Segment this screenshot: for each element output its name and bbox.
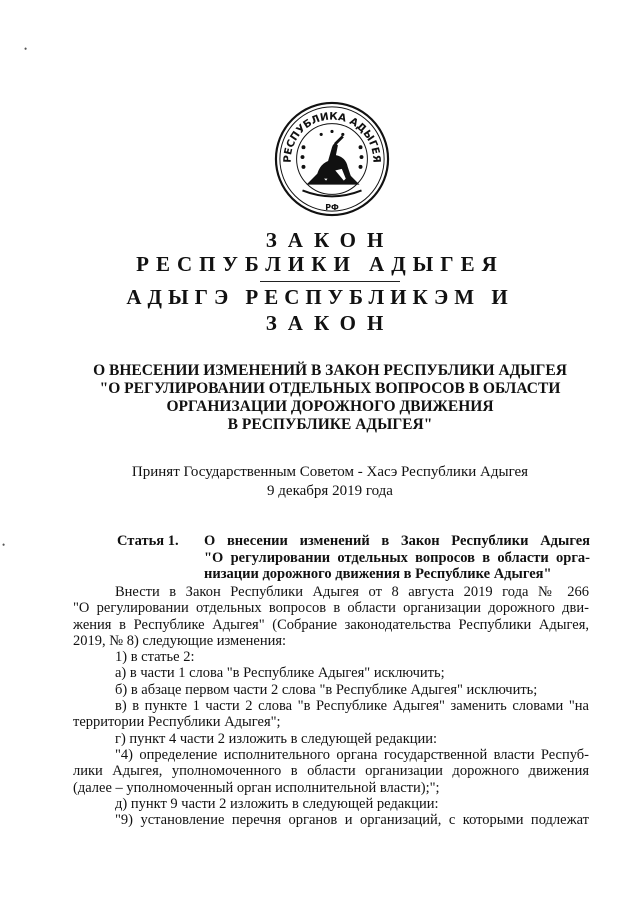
article-label: Статья 1. — [117, 533, 179, 549]
body-line: "9) установление перечня органов и организаций, с которыми подлежат — [115, 812, 589, 829]
body-line: а) в части 1 слова "в Республике Адыгея" исключить; — [115, 665, 445, 682]
body-line: лики Адыгея, уполномоченного в области организации дорожного движения — [73, 763, 589, 780]
body-line: 2019, № 8) следующие изменения: — [73, 632, 287, 649]
article-title-line: низации дорожного движения в Республике Адыгея" — [204, 566, 552, 582]
title-divider — [260, 281, 400, 282]
body-line: "О регулировании отдельных вопросов в области организации дорожного дви- — [73, 600, 589, 617]
title-zakon-adyghe: ЗАКОН — [265, 311, 395, 335]
body-line: 1) в статье 2: — [115, 649, 195, 666]
article-body — [73, 584, 589, 828]
subtitle-line: "О РЕГУЛИРОВАНИИ ОТДЕЛЬНЫХ ВОПРОСОВ В ОБЛАСТИ — [99, 380, 561, 397]
title-republic: РЕСПУБЛИКИ АДЫГЕЯ — [136, 252, 504, 276]
body-line: жения в Республике Адыгея" (Собрание законодательства Республики Адыгея, — [73, 616, 589, 633]
mountains-icon — [306, 169, 359, 185]
scan-mark: • — [24, 44, 28, 54]
republic-emblem — [273, 100, 391, 218]
emblem-ring-text: РЕСПУБЛИКА АДЫГЕЯ — [281, 110, 383, 164]
body-line: "4) определение исполнительного органа государственной власти Респуб- — [115, 746, 589, 763]
subtitle-line: О ВНЕСЕНИИ ИЗМЕНЕНИЙ В ЗАКОН РЕСПУБЛИКИ АДЫГЕЯ — [93, 362, 567, 379]
emblem-bottom-text: РФ — [325, 203, 339, 213]
adoption-statement — [60, 463, 600, 501]
article-title — [204, 533, 590, 583]
title-zakon: ЗАКОН — [265, 228, 395, 252]
body-line: г) пункт 4 части 2 изложить в следующей редакции: — [115, 730, 438, 747]
subtitle-line: ОРГАНИЗАЦИИ ДОРОЖНОГО ДВИЖЕНИЯ — [166, 398, 494, 415]
body-line: в) в пункте 1 части 2 слова "в Республике Адыгея" заменить словами "на — [115, 698, 589, 715]
title-adyghe: АДЫГЭ РЕСПУБЛИКЭМ И — [126, 285, 514, 309]
article-title-line: "О регулировании отдельных вопросов в области орга- — [204, 549, 590, 566]
scan-mark: • — [2, 540, 6, 550]
adopted-date: 9 декабря 2019 года — [267, 483, 393, 499]
adopted-by: Принят Государственным Советом - Хасэ Республики Адыгея — [131, 464, 529, 480]
law-subtitle — [60, 362, 600, 434]
body-line: (далее – уполномоченный орган исполнительной власти);"; — [73, 779, 440, 796]
body-line: д) пункт 9 части 2 изложить в следующей редакции: — [115, 795, 439, 812]
body-line: Внести в Закон Республики Адыгея от 8 августа 2019 года № 266 — [115, 584, 589, 600]
body-line: территории Республики Адыгея"; — [73, 714, 281, 731]
article-title-line: О внесении изменений в Закон Республики Адыгея — [204, 533, 590, 549]
subtitle-line: В РЕСПУБЛИКЕ АДЫГЕЯ" — [227, 416, 433, 433]
body-line: б) в абзаце первом части 2 слова "в Республике Адыгея" исключить; — [115, 681, 538, 698]
